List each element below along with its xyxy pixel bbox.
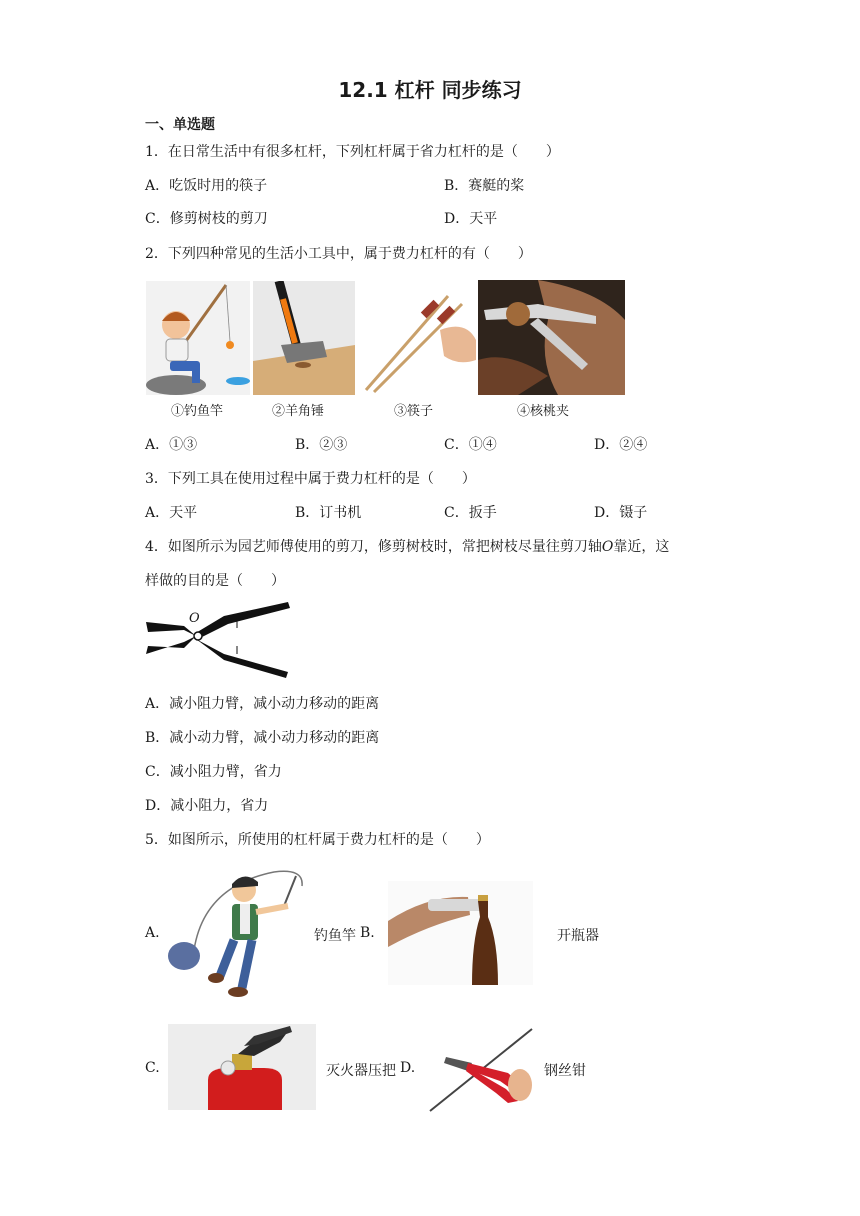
q1-option-d[interactable]: D．天平 bbox=[444, 211, 498, 227]
fishing-boy-image bbox=[146, 281, 250, 395]
page-title: 12.1 杠杆 同步练习 bbox=[338, 78, 522, 102]
q1-option-a[interactable]: A．吃饭时用的筷子 bbox=[145, 178, 268, 194]
caption-fishing-rod: ①钓鱼竿 bbox=[171, 404, 224, 419]
question-1-stem: 1．在日常生活中有很多杠杆，下列杠杆属于省力杠杆的是（ ） bbox=[145, 144, 560, 160]
question-3-stem: 3．下列工具在使用过程中属于费力杠杆的是（ ） bbox=[145, 471, 476, 487]
q2-option-d[interactable]: D．②④ bbox=[594, 437, 648, 453]
q5-option-b-name: 开瓶器 bbox=[557, 928, 599, 944]
q3-option-b[interactable]: B．订书机 bbox=[295, 505, 362, 521]
q4-stem-text: 4．如图所示为园艺师傅使用的剪刀，修剪树枝时，常把树枝尽量往剪刀轴 bbox=[145, 539, 602, 555]
q3-option-d[interactable]: D．镊子 bbox=[594, 505, 648, 521]
q4-stem-end: 靠近，这 bbox=[613, 539, 670, 555]
q1-option-c[interactable]: C．修剪树枝的剪刀 bbox=[145, 211, 268, 227]
q2-option-b[interactable]: B．②③ bbox=[295, 437, 348, 453]
question-2-stem: 2．下列四种常见的生活小工具中，属于费力杠杆的有（ ） bbox=[145, 246, 532, 262]
q4-option-c[interactable]: C．减小阻力臂，省力 bbox=[145, 764, 282, 780]
q5-option-a-name: 钓鱼竿 bbox=[314, 928, 356, 944]
question-4-stem-line2: 样做的目的是（ ） bbox=[145, 573, 285, 589]
section-heading: 一、单选题 bbox=[145, 117, 215, 133]
fire-extinguisher-image bbox=[168, 1024, 316, 1110]
q4-axis-letter: O bbox=[601, 539, 614, 555]
q2-option-c[interactable]: C．①④ bbox=[444, 437, 497, 453]
caption-chopsticks: ③筷子 bbox=[394, 404, 434, 419]
q5-option-b-label[interactable]: B. bbox=[360, 925, 375, 941]
bottle-opener-image bbox=[388, 881, 533, 985]
q4-option-b[interactable]: B．减小动力臂，减小动力移动的距离 bbox=[145, 730, 380, 746]
pivot-label-o: O bbox=[189, 611, 200, 626]
question-5-stem: 5．如图所示，所使用的杠杆属于费力杠杆的是（ ） bbox=[145, 832, 490, 848]
q5-option-c-name: 灭火器压把 bbox=[326, 1063, 396, 1079]
caption-nutcracker: ④核桃夹 bbox=[517, 404, 570, 419]
q5-option-d-name: 钢丝钳 bbox=[544, 1063, 586, 1079]
pliers-image bbox=[428, 1027, 534, 1113]
q4-option-d[interactable]: D．减小阻力，省力 bbox=[145, 798, 269, 814]
q2-option-a[interactable]: A．①③ bbox=[145, 437, 198, 453]
q3-option-c[interactable]: C．扳手 bbox=[444, 505, 497, 521]
chopsticks-image bbox=[362, 290, 478, 394]
nutcracker-image bbox=[478, 280, 625, 395]
garden-shears-diagram bbox=[144, 598, 294, 680]
claw-hammer-image bbox=[253, 281, 355, 395]
q5-option-a-label[interactable]: A. bbox=[145, 925, 160, 941]
fishing-man-image bbox=[164, 866, 314, 1000]
q4-option-a[interactable]: A．减小阻力臂，减小动力移动的距离 bbox=[145, 696, 380, 712]
q1-option-b[interactable]: B．赛艇的桨 bbox=[444, 178, 525, 194]
caption-claw-hammer: ②羊角锤 bbox=[272, 404, 325, 419]
question-4-stem-line1 bbox=[145, 536, 669, 556]
q5-option-d-label[interactable]: D. bbox=[400, 1060, 416, 1076]
q3-option-a[interactable]: A．天平 bbox=[145, 505, 198, 521]
q5-option-c-label[interactable]: C. bbox=[145, 1060, 160, 1076]
